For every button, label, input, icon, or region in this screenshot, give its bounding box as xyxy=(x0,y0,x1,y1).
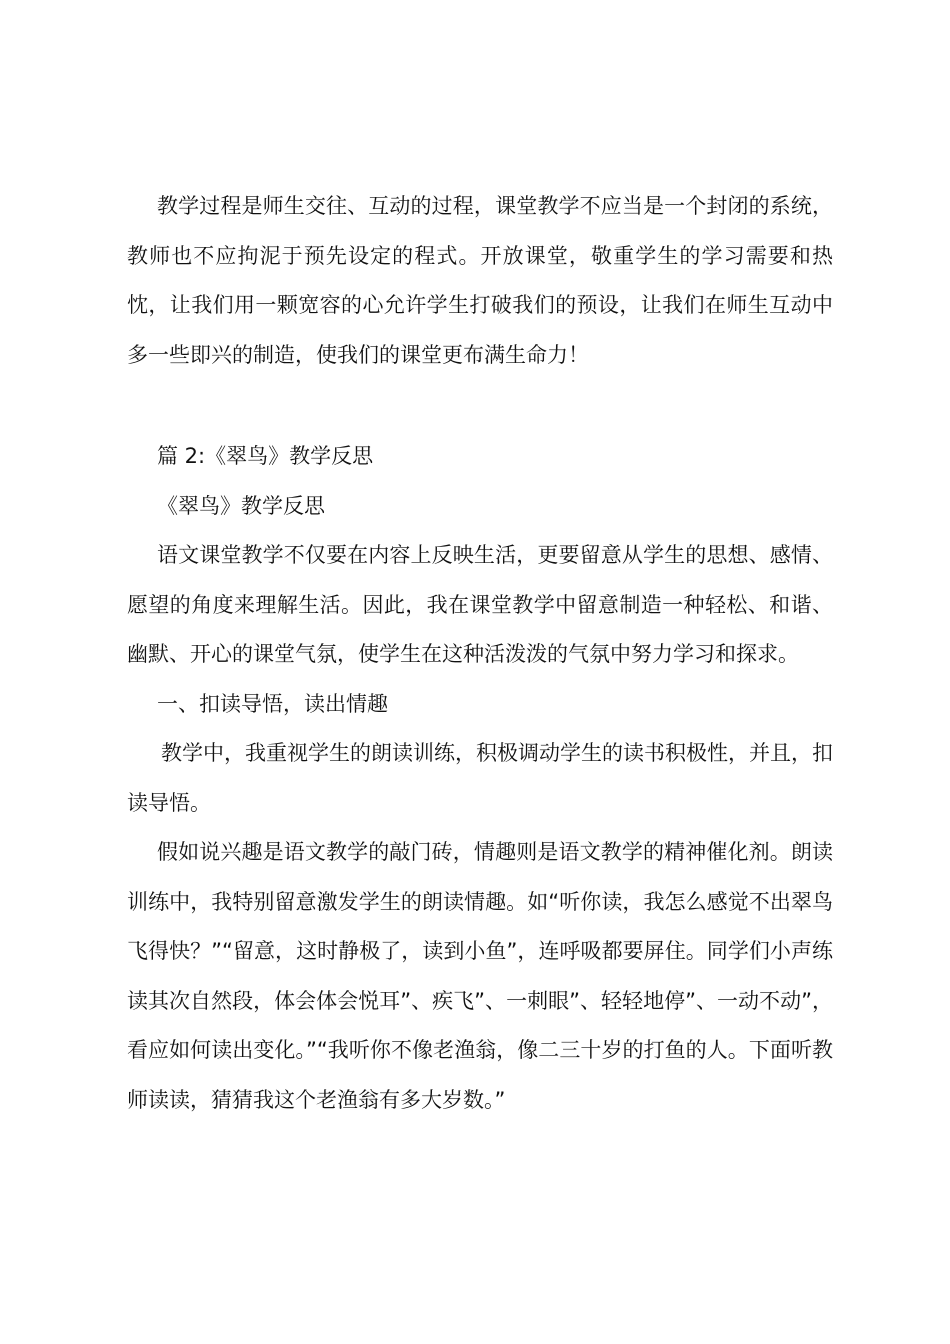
paragraph-reading-training: 教学中，我重视学生的朗读训练，积极调动学生的读书积极性，并且，扣读导悟。 xyxy=(127,741,833,815)
paragraph-reading-interest: 假如说兴趣是语文教学的敲门砖，情趣则是语文教学的精神催化剂。朗读训练中，我特别留意激发学生的朗读情趣。如“听你读，我怎么感觉不出翠鸟飞得快？”“留意，这时静极了，读到小鱼”，连呼吸都要屏住。同学们小声练读其次自然段，体会体会悦耳”、疾飞”、一刺眼”、轻轻地停”、一动不动”，看应如何读出变化。”“我听你不像老渔翁，像二三十岁的打鱼的人。下面听教师读读，猜猜我这个老渔翁有多大岁数。” xyxy=(127,840,833,1112)
document-body xyxy=(127,182,833,1125)
paragraph-overview: 语文课堂教学不仅要在内容上反映生活，更要留意从学生的思想、感情、愿望的角度来理解生活。因此，我在课堂教学中留意制造一种轻松、和谐、幽默、开心的课堂气氛，使学生在这种活泼泼的气氛中努力学习和探求。 xyxy=(127,543,833,666)
section-heading: 篇 2:《翠鸟》教学反思 xyxy=(157,444,374,468)
paragraph-intro: 教学过程是师生交往、互动的过程，课堂教学不应当是一个封闭的系统，教师也不应拘泥于预先设定的程式。开放课堂，敬重学生的学习需要和热忱，让我们用一颗宽容的心允许学生打破我们的预设，让我们在师生互动中多一些即兴的制造，使我们的课堂更布满生命力！ xyxy=(127,194,833,367)
subheading-reading: 一、扣读导悟，读出情趣 xyxy=(157,691,388,716)
article-title: 《翠鸟》教学反思 xyxy=(157,493,325,518)
